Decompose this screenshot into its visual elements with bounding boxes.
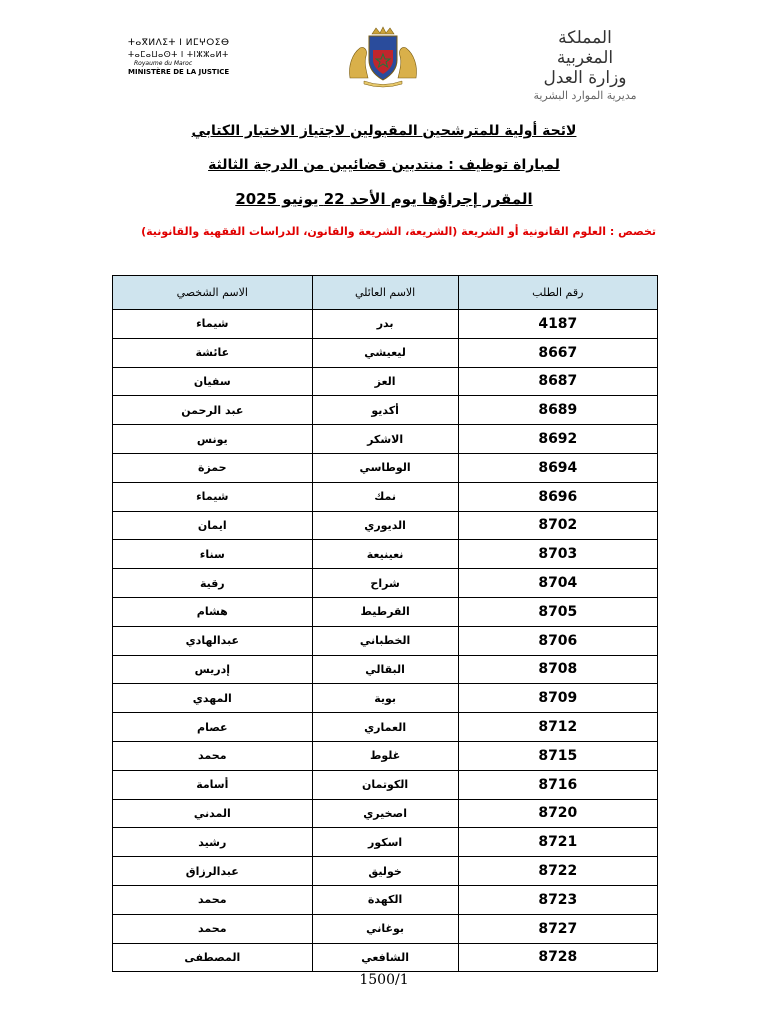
table-row xyxy=(113,597,658,626)
family-name-cell: أكديو xyxy=(312,396,458,425)
table-row xyxy=(113,684,658,713)
first-name-cell: يونس xyxy=(113,425,313,454)
request-number-cell: 8728 xyxy=(458,943,657,972)
table-row xyxy=(113,540,658,569)
first-name-cell: محمد xyxy=(113,914,313,943)
first-name-cell: محمد xyxy=(113,741,313,770)
family-name-cell: الوطاسي xyxy=(312,453,458,482)
first-name-cell: حمزة xyxy=(113,453,313,482)
request-number-cell: 8712 xyxy=(458,713,657,742)
header-family-name: الاسم العائلي xyxy=(312,276,458,310)
family-name-cell: الديوري xyxy=(312,511,458,540)
first-name-cell: شيماء xyxy=(113,310,313,339)
request-number-cell: 8723 xyxy=(458,885,657,914)
ministry-logo-left xyxy=(128,38,228,77)
table-row xyxy=(113,338,658,367)
request-number-cell: 8709 xyxy=(458,684,657,713)
family-name-cell: شراح xyxy=(312,569,458,598)
request-number-cell: 8704 xyxy=(458,569,657,598)
title-line-2: لمباراة توظيف : منتدبين قضائيين من الدرجة الثالثة xyxy=(208,157,560,173)
first-name-cell: عبدالهادي xyxy=(113,626,313,655)
request-number-cell: 8689 xyxy=(458,396,657,425)
table-row xyxy=(113,713,658,742)
first-name-cell: سفيان xyxy=(113,367,313,396)
request-number-cell: 8702 xyxy=(458,511,657,540)
request-number-cell: 8705 xyxy=(458,597,657,626)
first-name-cell: المصطفى xyxy=(113,943,313,972)
family-name-cell: العز xyxy=(312,367,458,396)
table-row xyxy=(113,396,658,425)
table-row xyxy=(113,770,658,799)
family-name-cell: نمك xyxy=(312,482,458,511)
table-row xyxy=(113,828,658,857)
family-name-cell: نعينيعة xyxy=(312,540,458,569)
request-number-cell: 8687 xyxy=(458,367,657,396)
request-number-cell: 8667 xyxy=(458,338,657,367)
specialty-label: تخصص : العلوم القانونية أو الشريعة (الشريعة، الشريعة والقانون، الدراسات الفقهية والقانونية) xyxy=(141,225,656,238)
header-request-number: رقم الطلب xyxy=(458,276,657,310)
request-number-cell: 8703 xyxy=(458,540,657,569)
first-name-cell: ايمان xyxy=(113,511,313,540)
candidates-table xyxy=(112,275,658,972)
family-name-cell: غلوط xyxy=(312,741,458,770)
request-number-cell: 8692 xyxy=(458,425,657,454)
first-name-cell: رشيد xyxy=(113,828,313,857)
family-name-cell: بوغاني xyxy=(312,914,458,943)
page-header xyxy=(0,0,768,110)
first-name-cell: عصام xyxy=(113,713,313,742)
first-name-cell: عائشة xyxy=(113,338,313,367)
request-number-cell: 8720 xyxy=(458,799,657,828)
table-row xyxy=(113,367,658,396)
first-name-cell: أسامة xyxy=(113,770,313,799)
table-row xyxy=(113,741,658,770)
first-name-cell: المدني xyxy=(113,799,313,828)
page-number: 1500/1 xyxy=(359,972,409,988)
first-name-cell: عبدالرزاق xyxy=(113,857,313,886)
request-number-cell: 8708 xyxy=(458,655,657,684)
table-row xyxy=(113,799,658,828)
first-name-cell: هشام xyxy=(113,597,313,626)
table-row xyxy=(113,511,658,540)
first-name-cell: عبد الرحمن xyxy=(113,396,313,425)
table-row xyxy=(113,453,658,482)
family-name-cell: الكوتمان xyxy=(312,770,458,799)
family-name-cell: بدر xyxy=(312,310,458,339)
request-number-cell: 8715 xyxy=(458,741,657,770)
kingdom-text: المملكة المغربية xyxy=(556,28,614,68)
family-name-cell: الخطباني xyxy=(312,626,458,655)
family-name-cell: الكهدة xyxy=(312,885,458,914)
table-row xyxy=(113,425,658,454)
first-name-cell: محمد xyxy=(113,885,313,914)
first-name-cell: المهدي xyxy=(113,684,313,713)
table-header-row xyxy=(113,276,658,310)
request-number-cell: 8721 xyxy=(458,828,657,857)
request-number-cell: 8722 xyxy=(458,857,657,886)
directorate-text: مديرية الموارد البشرية xyxy=(533,89,637,102)
table-row xyxy=(113,655,658,684)
ministry-text: وزارة العدل xyxy=(543,68,627,88)
table-row xyxy=(113,310,658,339)
header-first-name: الاسم الشخصي xyxy=(113,276,313,310)
ministere-text: MINISTÈRE DE LA JUSTICE xyxy=(128,68,230,76)
tifinagh-text: ⵜⴰⴳⵍⴷⵉⵜ ⵏ ⵍⵎⵖⵔⵉⴱ xyxy=(128,38,230,48)
table-row xyxy=(113,482,658,511)
family-name-cell: اصخيري xyxy=(312,799,458,828)
ministry-logo-right xyxy=(530,28,640,104)
first-name-cell: سناء xyxy=(113,540,313,569)
family-name-cell: العماري xyxy=(312,713,458,742)
request-number-cell: 8727 xyxy=(458,914,657,943)
table-body xyxy=(113,310,658,972)
tifinagh-text-2: ⵜⴰⵎⴰⵡⴰⵙⵜ ⵏ ⵜⵏⵣⵣⴰⵍⵜ xyxy=(128,50,229,59)
table-row xyxy=(113,885,658,914)
family-name-cell: ليعيشي xyxy=(312,338,458,367)
family-name-cell: البقالي xyxy=(312,655,458,684)
request-number-cell: 8696 xyxy=(458,482,657,511)
title-line-1: لائحة أولية للمترشحين المقبولين لاجتياز الاختبار الكتابي xyxy=(191,123,577,139)
table-row xyxy=(113,914,658,943)
family-name-cell: اسكور xyxy=(312,828,458,857)
request-number-cell: 8716 xyxy=(458,770,657,799)
family-name-cell: الشافعي xyxy=(312,943,458,972)
first-name-cell: رقية xyxy=(113,569,313,598)
family-name-cell: القرطيط xyxy=(312,597,458,626)
royal-coat-of-arms-icon xyxy=(342,26,424,88)
table-row xyxy=(113,626,658,655)
family-name-cell: خوليق xyxy=(312,857,458,886)
family-name-cell: بوية xyxy=(312,684,458,713)
first-name-cell: شيماء xyxy=(113,482,313,511)
table-row xyxy=(113,569,658,598)
request-number-cell: 8706 xyxy=(458,626,657,655)
request-number-cell: 8694 xyxy=(458,453,657,482)
table-row xyxy=(113,857,658,886)
royaume-text: Royaume du Maroc xyxy=(134,60,193,67)
family-name-cell: الاشكر xyxy=(312,425,458,454)
request-number-cell: 4187 xyxy=(458,310,657,339)
table-row xyxy=(113,943,658,972)
title-line-3: المقرر إجراؤها يوم الأحد 22 يونيو 2025 xyxy=(235,190,533,208)
first-name-cell: إدريس xyxy=(113,655,313,684)
